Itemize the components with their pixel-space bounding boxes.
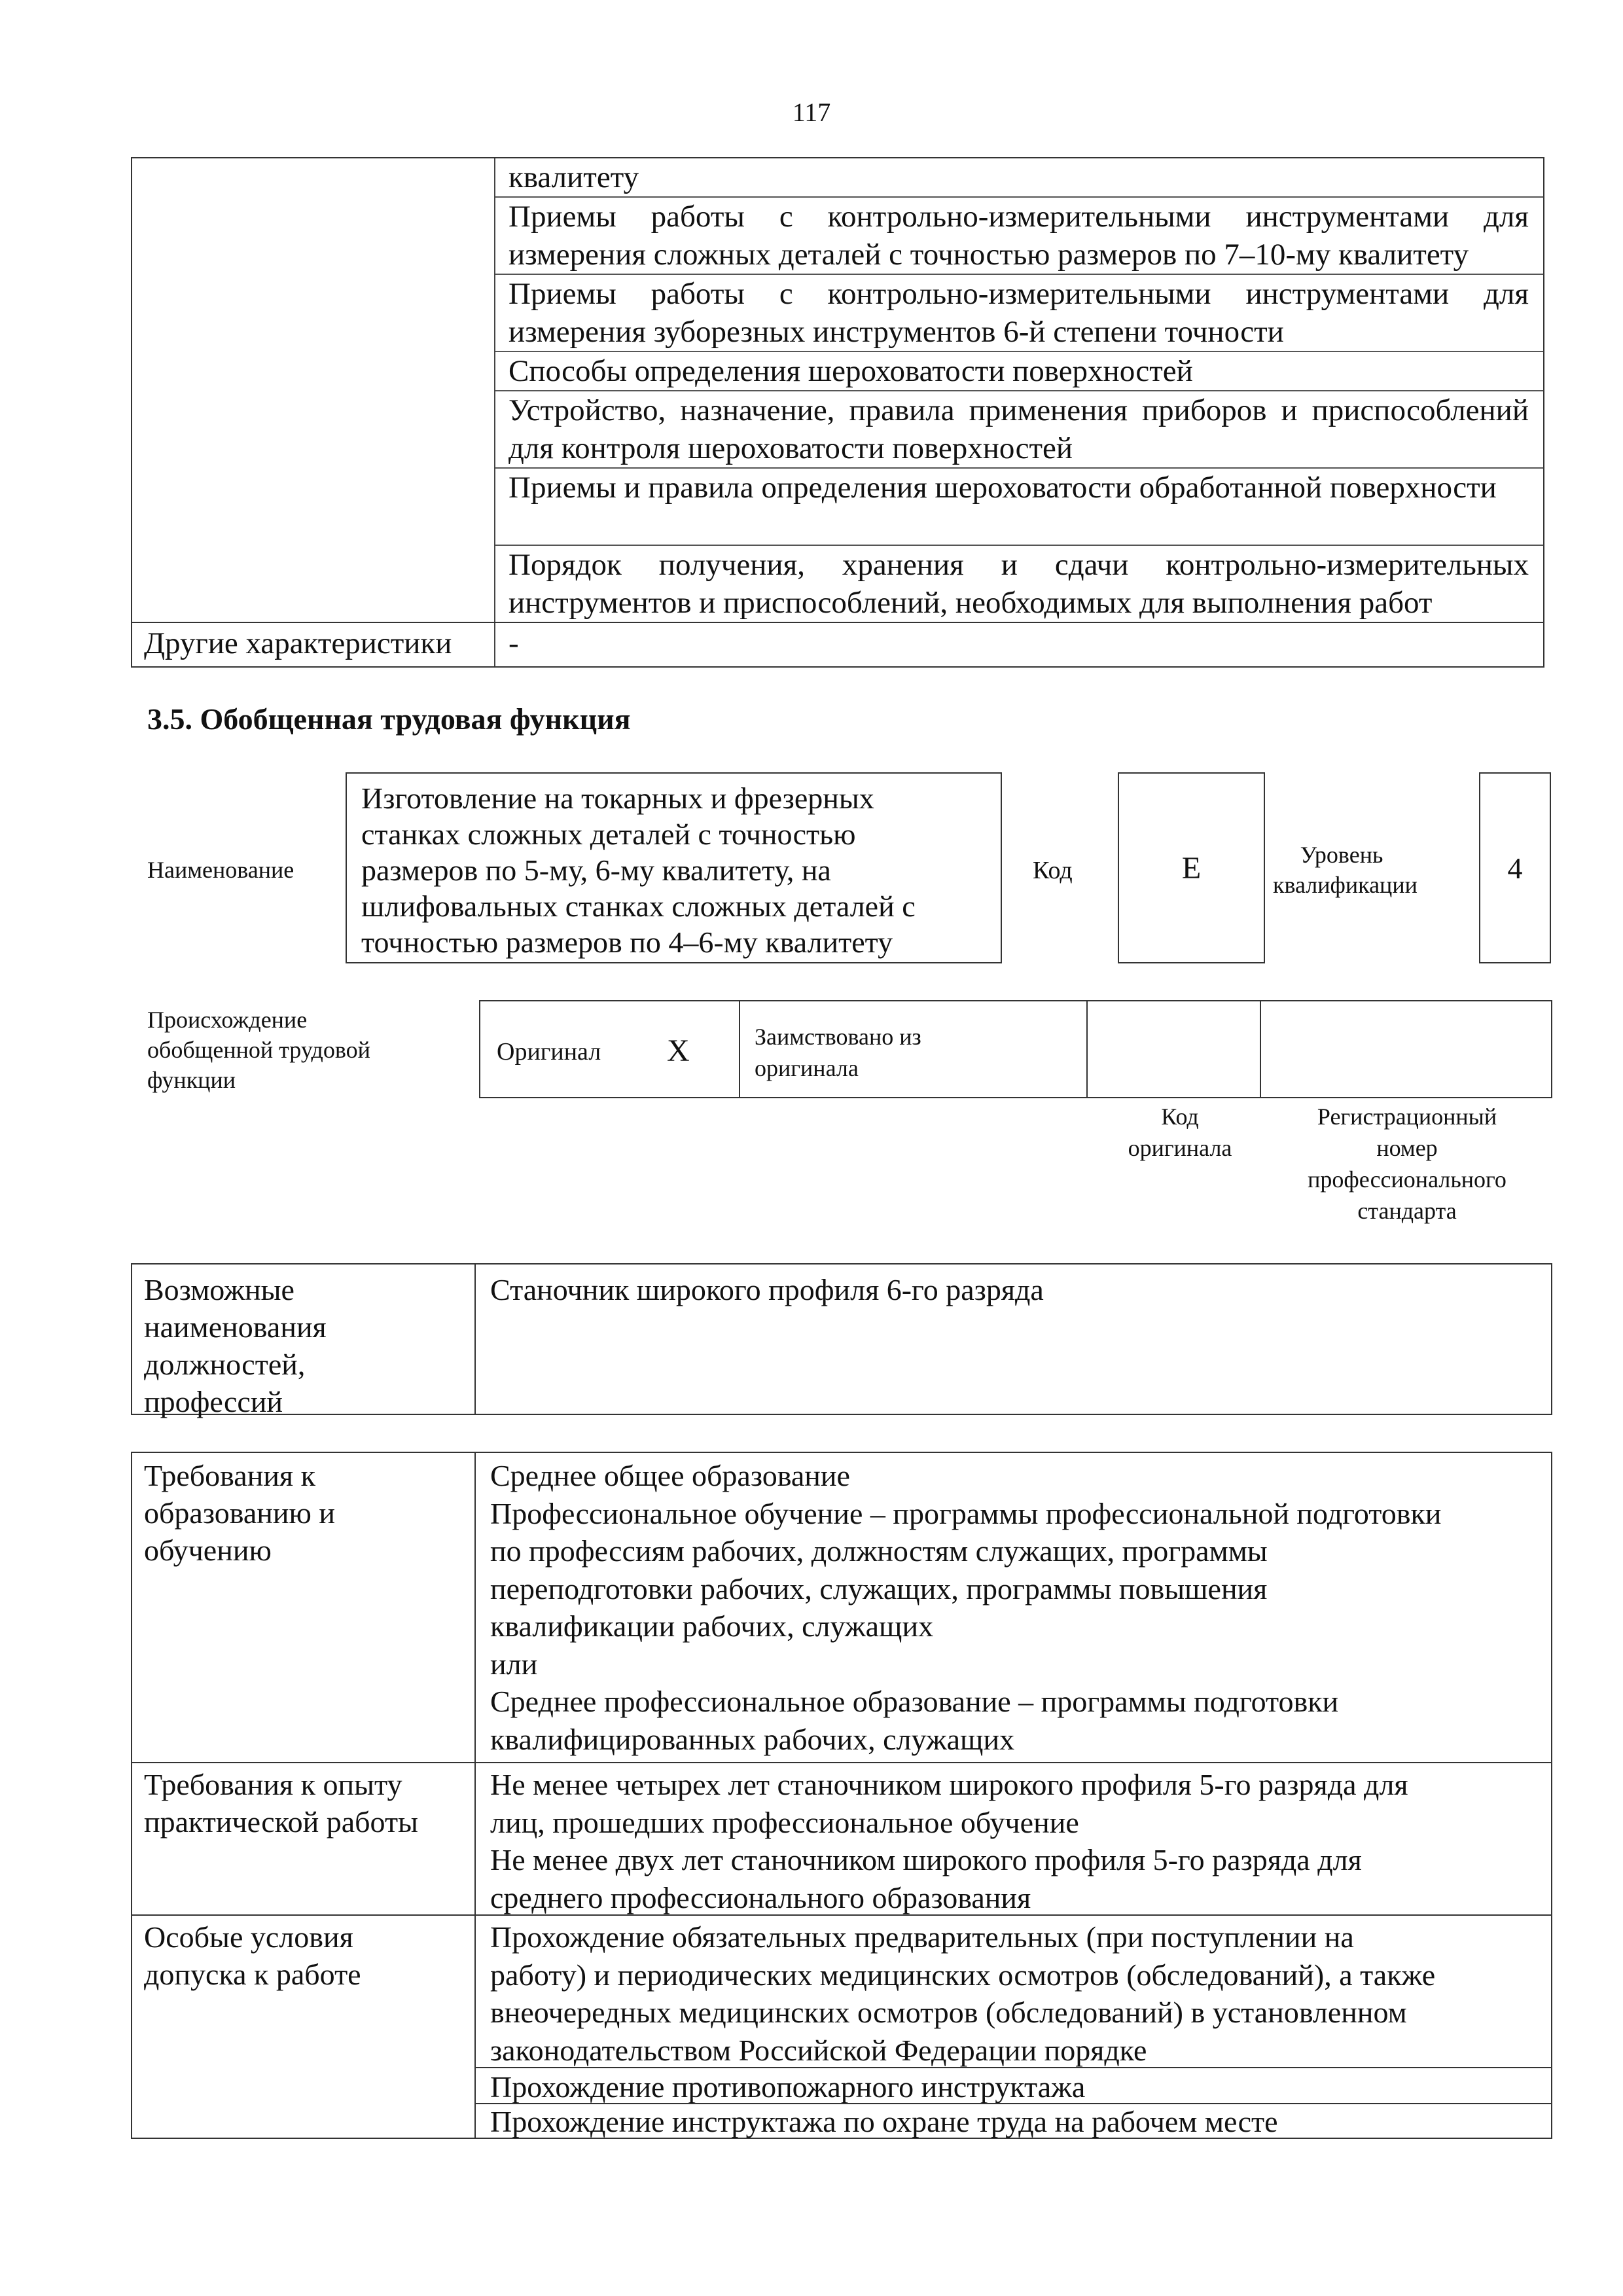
- positions-label: [132, 1265, 476, 1418]
- text-line: Среднее профессиональное образование – программы подготовки: [490, 1685, 1339, 1718]
- text-line: квалифицированных рабочих, служащих: [490, 1722, 1015, 1756]
- origin-label-line: функции: [147, 1067, 236, 1093]
- education-value: [476, 1453, 1551, 1758]
- other-characteristics-value: -: [508, 626, 519, 660]
- positions-label-line: профессий: [144, 1385, 283, 1418]
- text-line: Не менее двух лет станочником широкого профиля 5-го разряда для: [490, 1843, 1362, 1876]
- other-characteristics-label: Другие характеристики: [132, 623, 495, 666]
- function-name-line: шлифовальных станках сложных деталей с: [361, 889, 916, 923]
- origin-label-line: обобщенной трудовой: [147, 1037, 370, 1063]
- function-name-box: [346, 772, 1002, 963]
- registration-number-caption: [1283, 1101, 1531, 1227]
- text-line: или: [490, 1647, 538, 1681]
- table-row: Приемы работы с контрольно-измерительными инструментами для измерения сложных деталей с точностью размеров по 7–10-му квалитету: [495, 198, 1543, 275]
- text-line: работу) и периодических медицинских осмотров (обследований), а также: [490, 1958, 1436, 1992]
- text-line: квалификации рабочих, служащих: [490, 1609, 934, 1643]
- other-characteristics-row: [132, 622, 1543, 666]
- caption-line: профессионального: [1308, 1166, 1507, 1193]
- positions-table: [131, 1263, 1552, 1418]
- code-label: Код: [1033, 857, 1073, 884]
- label-line: допуска к работе: [144, 1958, 361, 1991]
- positions-value: Станочник широкого профиля 6-го разряда: [490, 1273, 1044, 1306]
- label-line: практической работы: [144, 1805, 418, 1839]
- code-value: Е: [1118, 772, 1265, 963]
- original-cell: [480, 1001, 740, 1097]
- table-row: Приемы работы с контрольно-измерительными инструментами для измерения зуборезных инструментов 6-й степени точности: [495, 275, 1543, 352]
- function-name-line: Изготовление на токарных и фрезерных: [361, 781, 874, 815]
- text-line: Среднее общее образование: [490, 1459, 850, 1492]
- qualification-level-label-line: квалификации: [1273, 872, 1418, 898]
- special-conditions-label: [132, 1914, 476, 1997]
- label-line: обучению: [144, 1534, 272, 1567]
- original-mark: X: [667, 1033, 690, 1068]
- text-line: переподготовки рабочих, служащих, программы повышения: [490, 1571, 1268, 1605]
- origin-label: [147, 1005, 370, 1095]
- original-code-caption: [1085, 1101, 1275, 1164]
- origin-table: [479, 1000, 1552, 1098]
- requirements-table: [131, 1452, 1552, 2139]
- table-row: Устройство, назначение, правила применения приборов и приспособлений для контроля шероховатости поверхностей: [495, 391, 1543, 469]
- origin-label-line: Происхождение: [147, 1007, 308, 1033]
- education-label: [132, 1453, 476, 1573]
- caption-line: стандарта: [1357, 1198, 1457, 1224]
- table-row: Порядок получения, хранения и сдачи контрольно-измерительных инструментов и приспособлений, необходимых для выполнения работ: [508, 548, 1529, 620]
- label-line: Особые условия: [144, 1920, 353, 1954]
- borrowed-label-line: оригинала: [755, 1055, 859, 1081]
- function-name-line: станках сложных деталей с точностью: [361, 817, 856, 851]
- positions-label-line: должностей,: [144, 1348, 306, 1381]
- original-label: Оригинал: [497, 1038, 601, 1066]
- text-line: Не менее четырех лет станочником широкого профиля 5-го разряда для: [490, 1768, 1408, 1801]
- borrowed-label-line: Заимствовано из: [755, 1024, 921, 1050]
- text-line: среднего профессионального образования: [490, 1880, 1031, 1914]
- registration-number-cell: [1261, 1001, 1551, 1097]
- qualification-level-label-line: Уровень: [1300, 842, 1383, 868]
- borrowed-label: [755, 1021, 921, 1084]
- caption-line: Регистрационный: [1317, 1103, 1497, 1130]
- original-code-cell: [1088, 1001, 1261, 1097]
- page-number: 117: [792, 98, 831, 127]
- qualification-level-value: 4: [1479, 772, 1551, 963]
- borrowed-cell: [740, 1001, 1088, 1097]
- knowledge-table-left-column: [132, 158, 495, 666]
- medical-exam-value: [476, 1914, 1551, 2069]
- experience-label: [132, 1762, 476, 1844]
- knowledge-table: [131, 157, 1544, 668]
- label-line: образованию и: [144, 1496, 335, 1530]
- caption-line: оригинала: [1128, 1135, 1232, 1161]
- table-row: квалитету: [495, 158, 1543, 198]
- text-line: внеочередных медицинских осмотров (обследований) в установленном: [490, 1996, 1407, 2029]
- label-line: Требования к опыту: [144, 1768, 402, 1801]
- text-line: по профессиям рабочих, должностям служащих, программы: [490, 1534, 1268, 1568]
- table-row: Способы определения шероховатости поверхностей: [495, 352, 1543, 391]
- experience-value: [476, 1762, 1551, 1916]
- text-line: Прохождение обязательных предварительных (при поступлении на: [490, 1920, 1354, 1954]
- positions-label-line: Возможные: [144, 1273, 294, 1306]
- labor-safety-value: Прохождение инструктажа по охране труда на рабочем месте: [490, 2105, 1278, 2138]
- label-line: Требования к: [144, 1459, 315, 1492]
- section-title: 3.5. Обобщенная трудовая функция: [147, 702, 631, 736]
- positions-label-line: наименования: [144, 1310, 327, 1344]
- caption-line: номер: [1376, 1135, 1438, 1161]
- text-line: Профессиональное обучение – программы профессиональной подготовки: [490, 1496, 1442, 1530]
- caption-line: Код: [1161, 1103, 1199, 1130]
- fire-safety-value: Прохождение противопожарного инструктажа: [490, 2070, 1086, 2104]
- text-line: законодательством Российской Федерации порядке: [490, 2033, 1147, 2067]
- function-name-line: точностью размеров по 4–6-му квалитету: [361, 925, 893, 959]
- qualification-level-label: [1273, 840, 1418, 900]
- text-line: лиц, прошедших профессиональное обучение: [490, 1805, 1079, 1839]
- table-row: Приемы и правила определения шероховатости обработанной поверхности: [495, 469, 1543, 546]
- function-name-line: размеров по 5-му, 6-му квалитету, на: [361, 853, 831, 887]
- name-label: Наименование: [147, 857, 294, 883]
